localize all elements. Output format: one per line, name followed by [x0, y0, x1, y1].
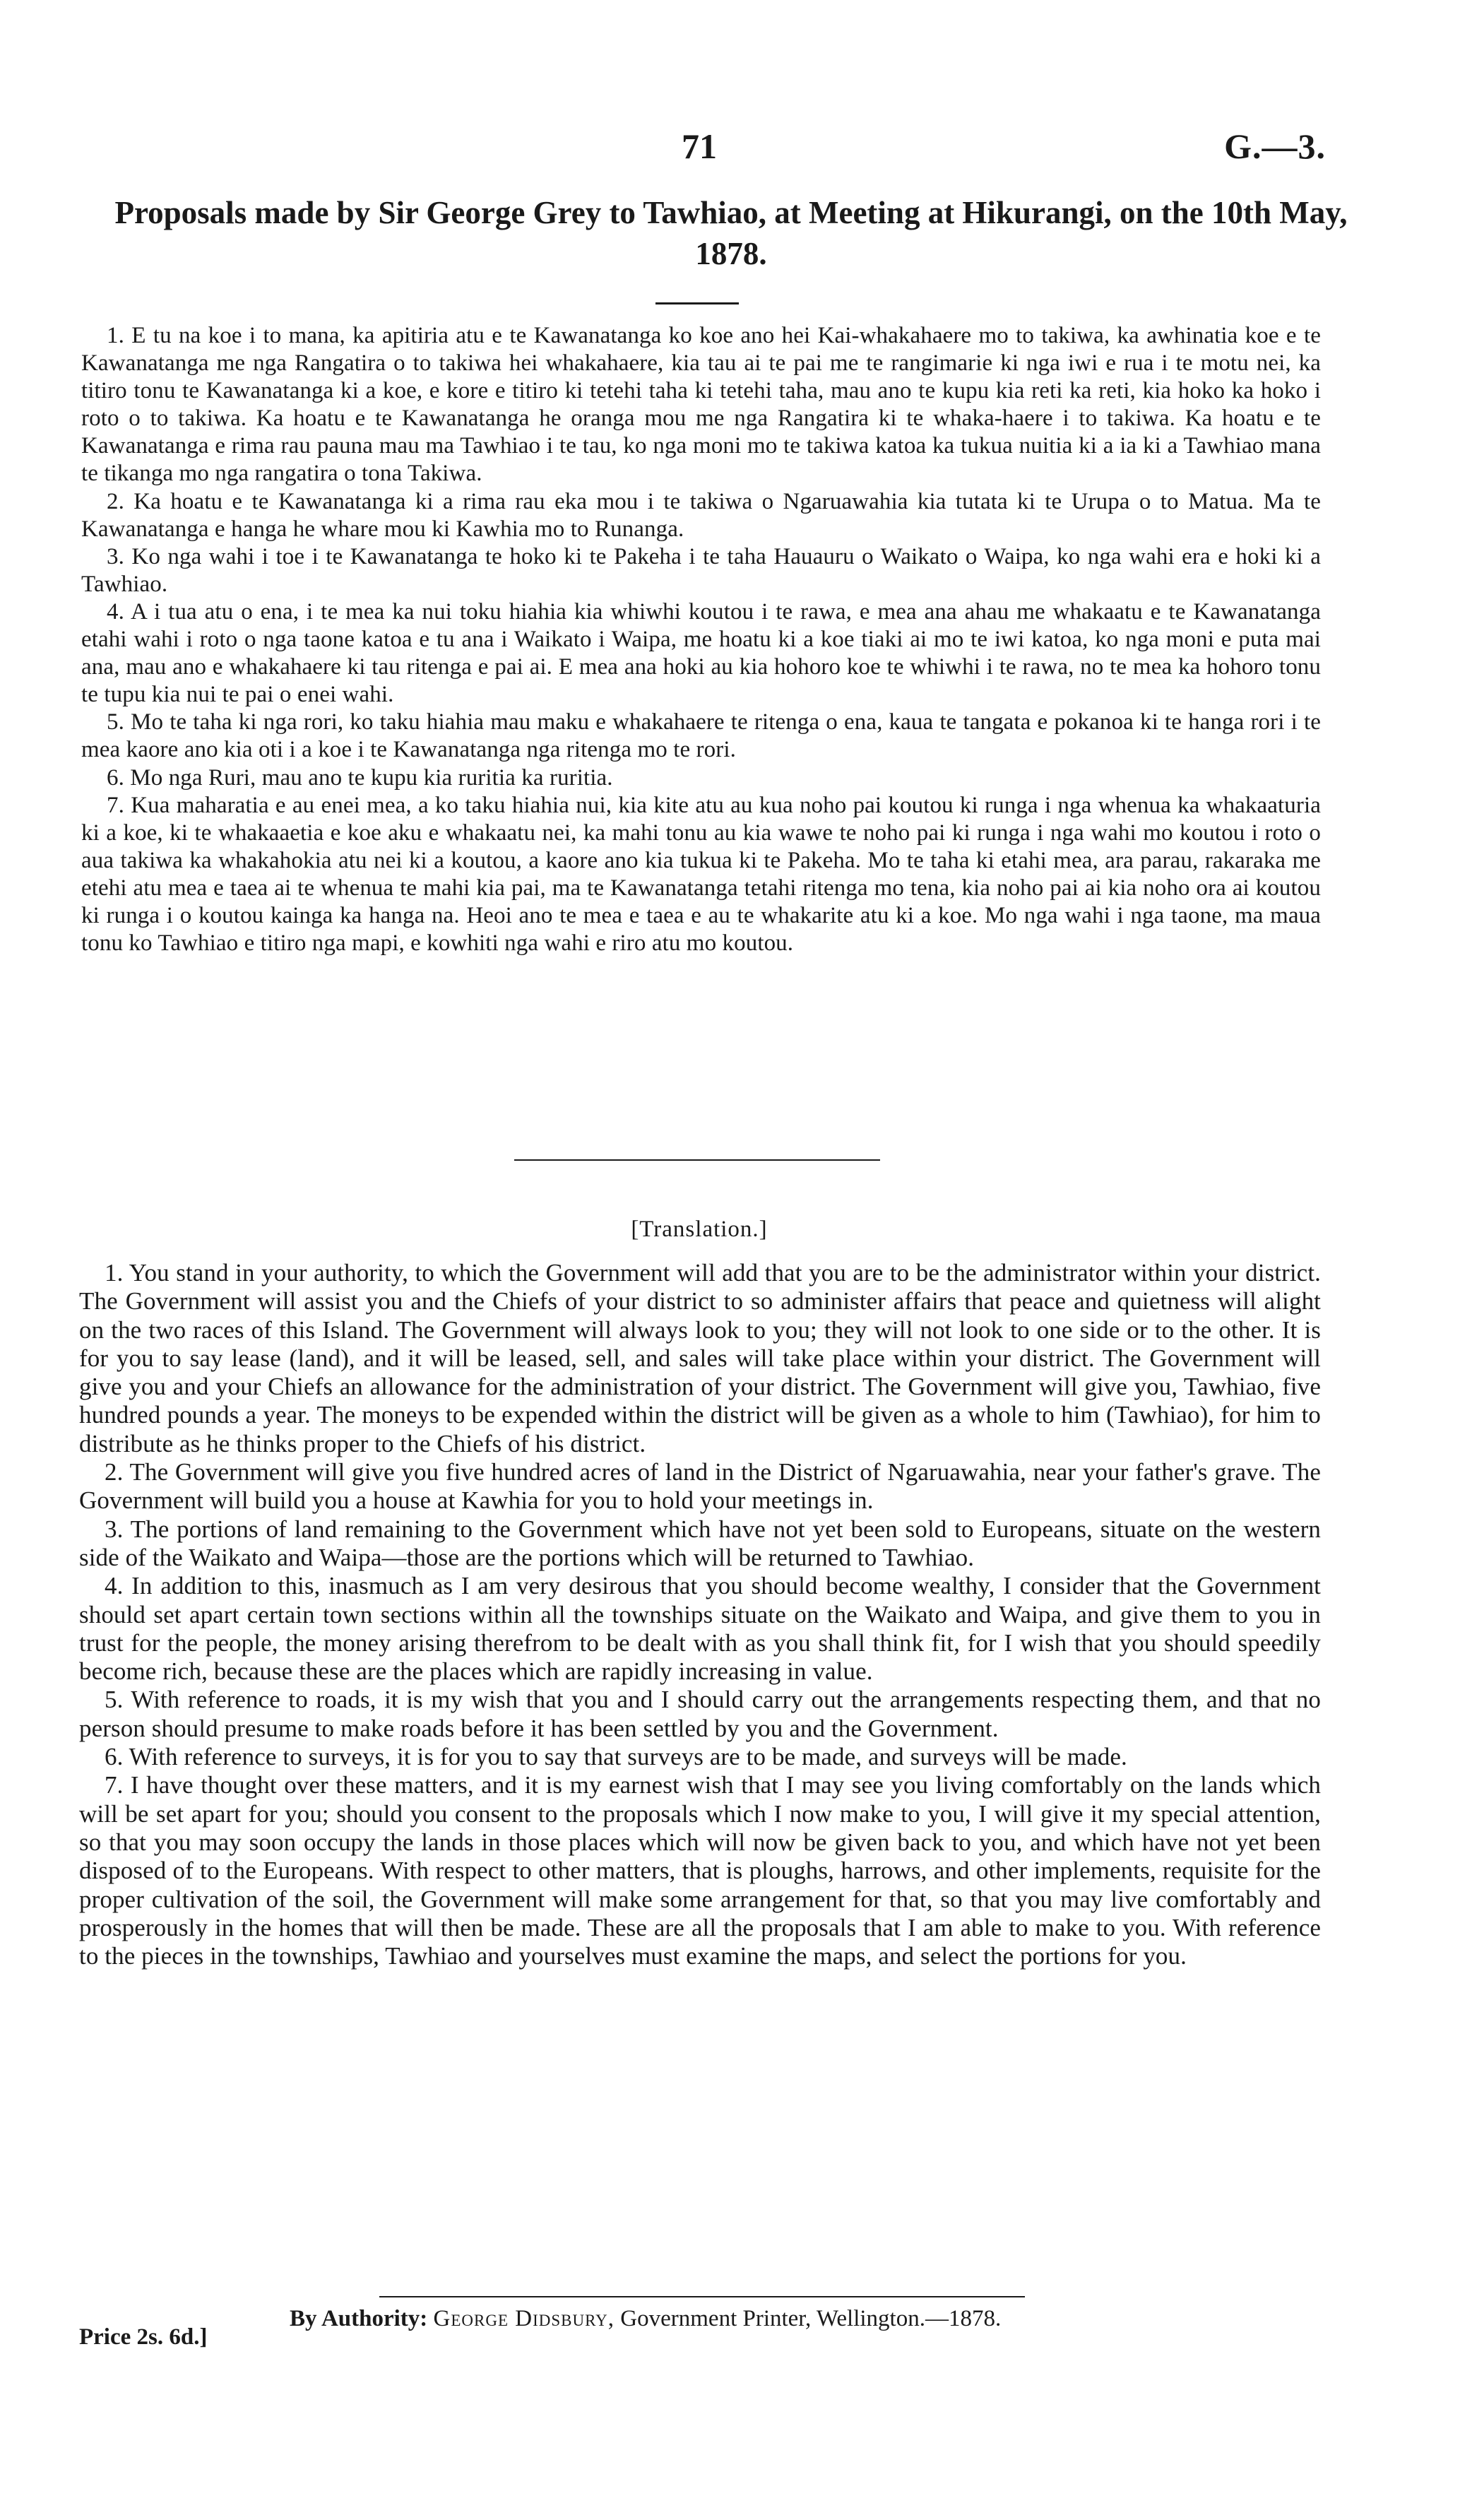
document-reference: G.—3.: [1224, 126, 1326, 166]
section-divider: [514, 1159, 880, 1161]
translation-paragraph-6: 6. With reference to surveys, it is for you to say that surveys are to be made, and surveys will be made.: [105, 1743, 1127, 1771]
printer-details: Government Printer, Wellington.—1878.: [620, 2306, 1002, 2331]
price-note: Price 2s. 6d.]: [79, 2324, 208, 2350]
document-title: Proposals made by Sir George Grey to Tawhiao, at Meeting at Hikurangi, on the 10th May, 1878.: [114, 195, 1348, 271]
maori-paragraph-5: 5. Mo te taha ki nga rori, ko taku hiahia mau maku e whakahaere te ritenga o ena, kaua te tangata e pokanoa ki te hanga rori i te mea kaore ano kia oti i a koe i te Kawanatanga nga ritenga mo te rori.: [81, 709, 1321, 763]
maori-paragraph-3: 3. Ko nga wahi i toe i te Kawanatanga te hoko ki te Pakeha i te taha Hauauru o Waikato o Waipa, ko nga wahi era e hoki ki a Tawhiao.: [81, 543, 1321, 597]
translation-paragraph-5: 5. With reference to roads, it is my wish that you and I should carry out the arrangements respecting them, and that no person should presume to make roads before it has been settled by you and the Government.: [79, 1686, 1321, 1742]
translation-paragraph-2: 2. The Government will give you five hundred acres of land in the District of Ngaruawahia, near your father's grave. The Government will build you a house at Kawhia for you to hold your meetings in.: [79, 1458, 1321, 1515]
authority-label: By Authority:: [290, 2306, 428, 2331]
translation-heading: [Translation.]: [631, 1217, 768, 1242]
maori-paragraph-6: 6. Mo nga Ruri, mau ano te kupu kia ruritia ka ruritia.: [107, 764, 613, 791]
printer-imprint: [290, 2306, 1137, 2332]
translation-paragraph-3: 3. The portions of land remaining to the Government which have not yet been sold to Europeans, situate on the western side of the Waikato and Waipa—those are the portions which will be returned to Tawhiao.: [79, 1515, 1321, 1571]
maori-paragraph-2: 2. Ka hoatu e te Kawanatanga ki a rima rau eka mou i te takiwa o Ngaruawahia kia tutata ki te Urupa o to Matua. Ma te Kawanatanga e hanga he whare mou ki Kawhia mo to Runanga.: [81, 488, 1321, 542]
printer-name: George Didsbury,: [433, 2306, 615, 2331]
translation-text-section: [79, 1259, 1321, 1970]
translation-paragraph-1: 1. You stand in your authority, to which the Government will add that you are to be the administrator within your district. The Government will assist you and the Chiefs of your district to so administer affairs that peace and quietness will alight on the two races of this Island. The Government will always look to you; they will not look to one side or to the other. It is for you to say lease (land), and it will be leased, sell, and sales will take place within your district. The Government will give you and your Chiefs an allowance for the administration of your district. The Government will give you, Tawhiao, five hundred pounds a year. The moneys to be expended within the district will be given as a whole to him (Tawhiao), for him to distribute as he thinks proper to the Chiefs of his district.: [79, 1259, 1321, 1457]
maori-text-section: [81, 322, 1321, 957]
title-divider: [655, 302, 739, 304]
page-number: 71: [682, 126, 717, 166]
footer-divider: [379, 2296, 1025, 2297]
translation-paragraph-7: 7. I have thought over these matters, and it is my earnest wish that I may see you living comfortably on the lands which will be set apart for you; should you consent to the proposals which I now make to you, I will give it my special attention, so that you may soon occupy the lands in those places which will now be given back to you, and which have not yet been disposed of to the Europeans. With respect to other matters, that is ploughs, harrows, and other implements, requisite for the proper cultivation of the soil, the Government will make some arrangement for that, so that you may live comfortably and prosperously in the homes that will then be made. These are all the proposals that I am able to make to you. With reference to the pieces in the townships, Tawhiao and yourselves must examine the maps, and select the portions for you.: [79, 1771, 1321, 1970]
maori-paragraph-7: 7. Kua maharatia e au enei mea, a ko taku hiahia nui, kia kite atu au kua noho pai koutou ki runga i nga whenua ka whakaaturia ki a koe, ki te whakaaetia e koe aku e whakaatu nei, ka mahi tonu au kia wawe te noho pai ki runga i nga wahi mo koutou i roto o aua takiwa ka whakahokia atu nei ki a koutou, a kaore ano kia tukua ki te Pakeha. Mo te taha ki etahi mea, ara parau, rakaraka me etehi atu mea e taea ai te whenua te mahi kia pai, ma te Kawanatanga tetahi ritenga mo tena, kia noho pai ai kia noho ora ai koutou ki runga i o koutou kainga ka hanga na. Heoi ano te mea e taea e au te whakarite atu ki a koe. Mo nga wahi i nga taone, ma maua tonu ko Tawhiao e titiro nga mapi, e kowhiti nga wahi e riro atu mo koutou.: [81, 792, 1321, 957]
maori-paragraph-4: 4. A i tua atu o ena, i te mea ka nui toku hiahia kia whiwhi koutou i te rawa, e mea ana ahau me whakaatu e te Kawanatanga etahi wahi i roto o nga taone katoa e tu ana i Waikato i Waipa, me hoatu ki a koe tiaki ai mo te iwi katoa, ko nga moni e puta mai ana, mau ano e whakahaere ki tau ritenga e pai ai. E mea ana hoki au kia hohoro koe te whiwhi i te rawa, no te mea ka hohoro tonu te tupu kia nui te pai o enei wahi.: [81, 598, 1321, 708]
translation-paragraph-4: 4. In addition to this, inasmuch as I am very desirous that you should become wealthy, I consider that the Government should set apart certain town sections within all the townships situate on the Waikato and Waipa, and give them to you in trust for the people, the money arising therefrom to be dealt with as you shall think fit, for I wish that you should speedily become rich, because these are the places which are rapidly increasing in value.: [79, 1572, 1321, 1686]
maori-paragraph-1: 1. E tu na koe i to mana, ka apitiria atu e te Kawanatanga ko koe ano hei Kai-whakahaere mo to takiwa, ka awhinatia koe e te Kawanatanga me nga Rangatira o to takiwa hei whakahaere, kia tau ai te pai me te rangimarie ki nga iwi e rua i te motu nei, ka titiro tonu te Kawanatanga ki a koe, e kore e titiro ki tetehi taha ki tetehi taha, mau ano te kupu kia reti ka reti, kia hoko ka hoko i roto o to takiwa. Ka hoatu e te Kawanatanga he oranga mou me nga Rangatira ki te whaka-haere i to takiwa. Ka hoatu e te Kawanatanga e rima rau pauna mau ma Tawhiao i te tau, ko nga moni mo te takiwa katoa ka tukua nuitia ki a ia ki a Tawhiao mana te tikanga mo nga rangatira o tona Takiwa.: [81, 323, 1321, 487]
